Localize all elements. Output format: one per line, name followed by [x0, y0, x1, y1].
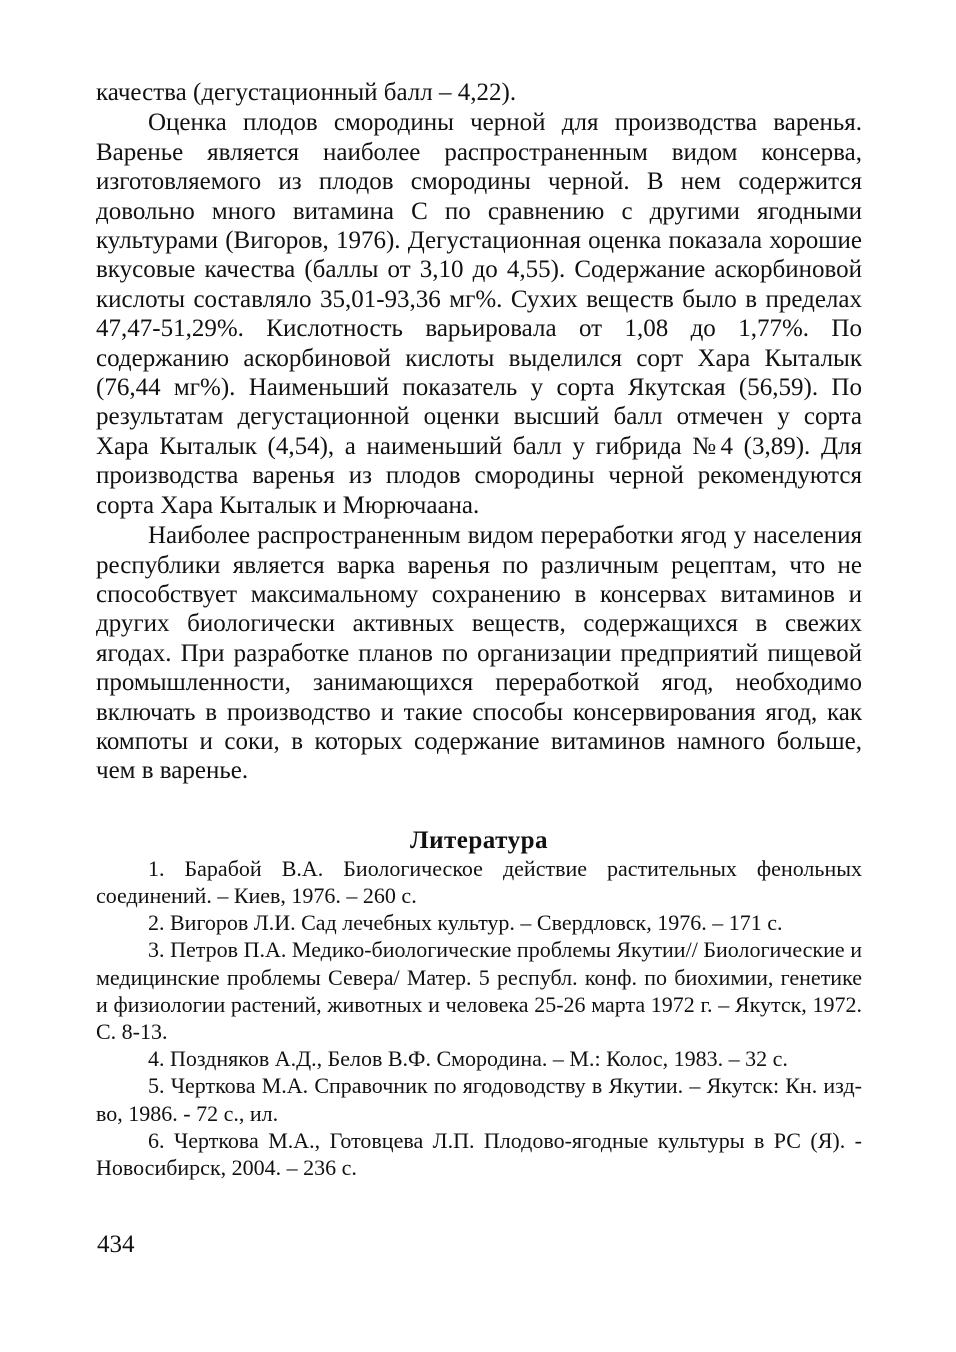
reference-item: 1. Барабой В.А. Биологическое действие растительных фенольных соединений. – Киев, 1976. – 260 с. — [96, 855, 862, 908]
paragraph-processing: Наиболее распространенным видом переработки ягод у населения республики является варка варенья по различным рецептам, что не способствует максимальному сохранению в консервах витаминов и других биологически активных веществ, содержащихся в свежих ягодах. При разработке планов по организации предприятий пищевой промышленности, занимающихся переработкой ягод, необходимо включать в производство и такие способы консервирования ягод, как компоты и соки, в которых содержание витаминов намного больше, чем в варенье. — [96, 522, 862, 785]
document-page — [96, 78, 862, 1181]
paragraph-jam-evaluation: Оценка плодов смородины черной для производства варенья. Варенье является наиболее распространенным видом консерва, изготовляемого из плодов смородины черной. В нем содержится довольно много витамина С по сравнению с другими ягодными культурами (Вигоров, 1976). Дегустационная оценка показала хорошие вкусовые качества (баллы от 3,10 до 4,55). Содержание аскорбиновой кислоты составляло 35,01-93,36 мг%. Сухих веществ было в пределах 47,47-51,29%. Кислотность варьировала от 1,08 до 1,77%. По содержанию аскорбиновой кислоты выделился сорт Хара Кыталык (76,44 мг%). Наименьший показатель у сорта Якутская (56,59). По результатам дегустационной оценки высший балл отмечен у сорта Хара Кыталык (4,54), а наименьший балл у гибрида №4 (3,89). Для производства варенья из плодов смородины черной рекомендуются сорта Хара Кыталык и Мюрючаана. — [96, 109, 862, 519]
reference-item: 4. Поздняков А.Д., Белов В.Ф. Смородина. – М.: Колос, 1983. – 32 с. — [148, 1046, 788, 1072]
page-number: 434 — [97, 1231, 135, 1258]
reference-item: 5. Черткова М.А. Справочник по ягодоводству в Якутии. – Якутск: Кн. изд-во, 1986. - 72 с., ил. — [96, 1073, 862, 1126]
references-heading: Литература — [409, 826, 549, 854]
reference-item: 6. Черткова М.А., Готовцева Л.П. Плодово-ягодные культуры в РС (Я). - Новосибирск, 2004. – 236 с. — [96, 1127, 862, 1180]
paragraph-continuation: качества (дегустационный балл – 4,22). — [96, 79, 517, 106]
reference-item: 2. Вигоров Л.И. Сад лечебных культур. – Свердловск, 1976. – 171 с. — [148, 910, 783, 936]
reference-item: 3. Петров П.А. Медико-биологические проблемы Якутии// Биологические и медицинские проблемы Севера/ Матер. 5 республ. конф. по биохимии, генетике и физиологии растений, животных и человека 25-26 марта 1972 г. – Якутск, 1972. С. 8-13. — [96, 937, 862, 1044]
references-list — [96, 855, 862, 1181]
